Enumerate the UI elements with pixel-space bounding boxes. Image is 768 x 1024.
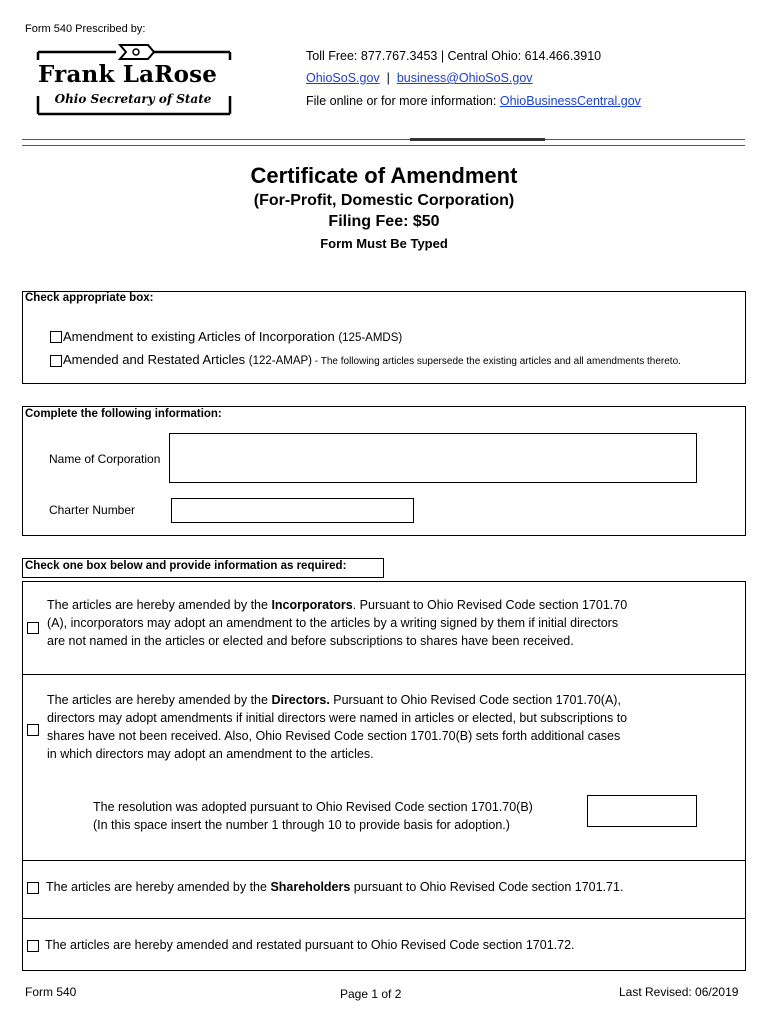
typed-notice: Form Must Be Typed [320, 236, 448, 251]
amendment-basis-heading: Check one box below and provide information as required: [25, 560, 347, 572]
amendment-label: Amendment to existing Articles of Incorporation [63, 329, 335, 344]
amendment-checkbox[interactable] [50, 331, 62, 343]
charter-number-label: Charter Number [49, 503, 136, 517]
shareholders-bold: Shareholders [270, 880, 351, 894]
incorporators-line-2: (A), incorporators may adopt an amendment to the articles by a writing signed by them if initial directors [47, 616, 619, 630]
restated-1701-72-checkbox[interactable] [27, 940, 39, 952]
filing-fee: Filing Fee: $50 [328, 213, 440, 230]
incorporators-text [47, 596, 627, 650]
incorporators-line-3: are not named in the articles or elected and before subscriptions to shares have been received. [47, 634, 574, 648]
logo-name: Frank LaRose [38, 61, 218, 88]
directors-text-post: Pursuant to Ohio Revised Code section 1701.70(A), [329, 693, 621, 707]
resolution-basis-field[interactable] [587, 795, 697, 827]
email-link[interactable]: business@OhioSoS.gov [396, 71, 533, 85]
row-divider-1 [22, 674, 746, 675]
directors-line-4: in which directors may adopt an amendment to the articles. [47, 747, 374, 761]
directors-line-2: directors may adopt amendments if initial directors were named in articles or elected, but subscriptions to [47, 711, 628, 725]
prescribed-by-label: Form 540 Prescribed by: [25, 23, 146, 35]
corporation-name-field[interactable] [169, 433, 697, 483]
restated-label: Amended and Restated Articles [63, 352, 246, 367]
corporation-name-label: Name of Corporation [49, 452, 161, 466]
shareholders-text [46, 878, 623, 896]
ohiosos-link[interactable]: OhioSoS.gov [306, 71, 380, 85]
filing-type-heading: Check appropriate box: [25, 292, 154, 304]
file-online-line [306, 94, 641, 108]
corporation-info-heading: Complete the following information: [25, 408, 222, 420]
directors-checkbox[interactable] [27, 724, 39, 736]
restated-code: (122-AMAP) [248, 355, 313, 367]
contact-phones: Toll Free: 877.767.3453 | Central Ohio: 614.466.3910 [306, 49, 602, 63]
footer-form-number: Form 540 [25, 985, 77, 999]
row-divider-2 [22, 860, 746, 861]
form-subtitle: (For-Profit, Domestic Corporation) [253, 192, 515, 209]
incorporators-checkbox[interactable] [27, 622, 39, 634]
logo-subtitle: Ohio Secretary of State [54, 92, 212, 106]
resolution-line-2: (In this space insert the number 1 through 10 to provide basis for adoption.) [93, 818, 510, 832]
shareholders-text-post: pursuant to Ohio Revised Code section 1701.71. [350, 880, 624, 894]
footer-revised-date: Last Revised: 06/2019 [619, 985, 739, 999]
restated-checkbox[interactable] [50, 355, 62, 367]
row-divider-3 [22, 918, 746, 919]
restated-note: - The following articles supersede the existing articles and all amendments thereto. [312, 356, 681, 367]
business-central-link[interactable]: OhioBusinessCentral.gov [499, 94, 641, 108]
incorporators-bold: Incorporators [271, 598, 353, 612]
form-title: Certificate of Amendment [250, 163, 518, 188]
restated-option [63, 352, 681, 367]
header-rule-accent [410, 138, 545, 141]
charter-number-field[interactable] [171, 498, 414, 523]
shareholders-text-pre: The articles are hereby amended by the [46, 880, 271, 894]
footer-page-number: Page 1 of 2 [340, 987, 402, 1001]
header-rule-top [22, 139, 745, 140]
incorporators-text-pre: The articles are hereby amended by the [47, 598, 272, 612]
directors-text [47, 691, 627, 763]
resolution-line-1: The resolution was adopted pursuant to Ohio Revised Code section 1701.70(B) [93, 800, 533, 814]
directors-line-3: shares have not been received. Also, Ohio Revised Code section 1701.70(B) sets forth additional cases [47, 729, 621, 743]
file-online-text: File online or for more information: [306, 94, 500, 108]
amendment-code: (125-AMDS) [338, 332, 403, 344]
amendment-option [63, 329, 402, 344]
directors-text-pre: The articles are hereby amended by the [47, 693, 272, 707]
directors-bold: Directors. [271, 693, 330, 707]
restated-1701-72-text: The articles are hereby amended and restated pursuant to Ohio Revised Code section 1701.72. [45, 938, 575, 952]
contact-links [306, 71, 533, 85]
resolution-text [93, 798, 533, 834]
incorporators-text-post: . Pursuant to Ohio Revised Code section 1701.70 [352, 598, 628, 612]
header-rule-bottom [22, 145, 745, 146]
shareholders-checkbox[interactable] [27, 882, 39, 894]
link-separator: | [386, 71, 390, 85]
